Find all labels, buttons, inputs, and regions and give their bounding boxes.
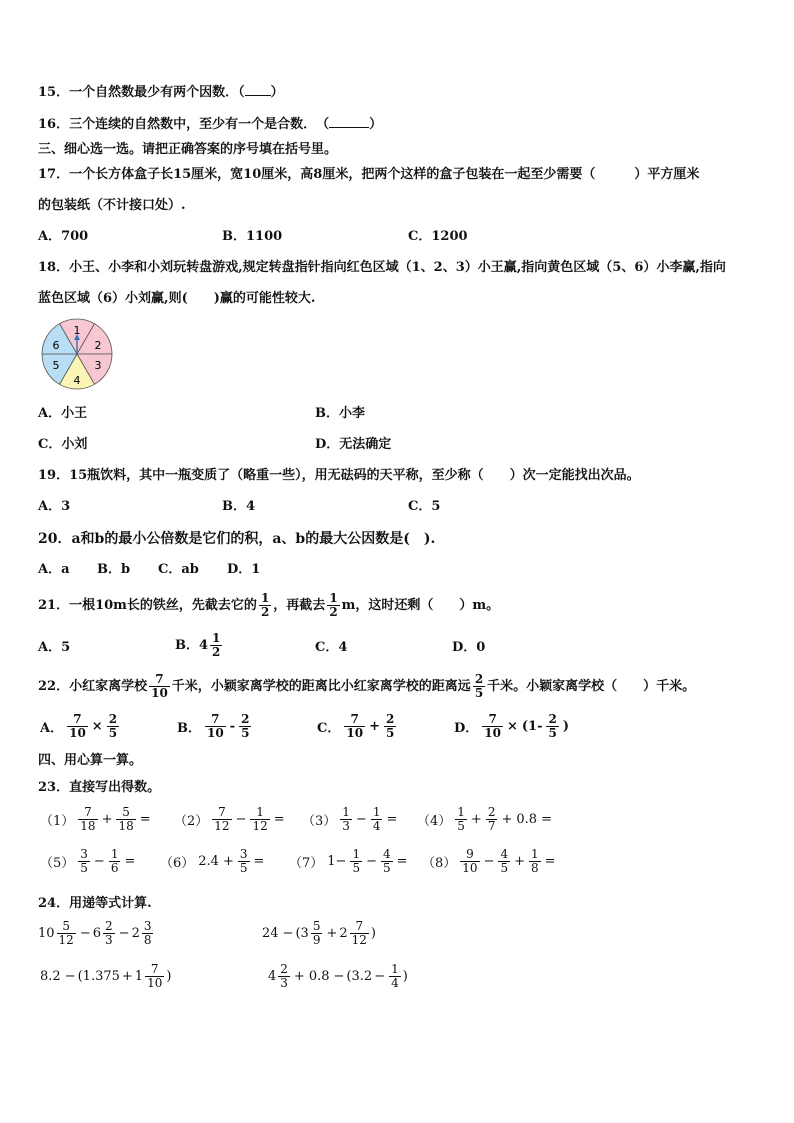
q23-item-7 bbox=[287, 848, 410, 875]
fraction-denominator: 7 bbox=[487, 819, 496, 833]
math-token: + bbox=[293, 969, 305, 984]
fraction-numerator: 1 bbox=[352, 847, 361, 861]
math-token: （4） bbox=[417, 814, 452, 829]
fraction-denominator: 10 bbox=[69, 726, 86, 740]
q24-expression-1 bbox=[38, 920, 155, 947]
math-token: (1- bbox=[521, 719, 543, 734]
fraction-numerator: 7 bbox=[488, 712, 497, 726]
fraction-denominator: 5 bbox=[80, 861, 88, 875]
q17-option-c[interactable]: C．1200 bbox=[408, 229, 468, 244]
math-token: + bbox=[121, 969, 133, 984]
fraction-numerator: 3 bbox=[80, 847, 88, 861]
math-token: ( bbox=[346, 969, 352, 984]
fraction bbox=[546, 713, 558, 740]
fraction bbox=[250, 806, 269, 833]
fraction-denominator: 4 bbox=[391, 976, 399, 990]
fraction-denominator: 12 bbox=[214, 819, 230, 833]
question-22 bbox=[38, 673, 695, 700]
fraction-one-half bbox=[327, 592, 339, 619]
question-18-line-1: 18．小王、小李和小刘玩转盘游戏,规定转盘指针指向红色区域（1、2、3）小王赢,指向黄色区域（5、6）小李赢,指向 bbox=[38, 260, 726, 275]
fraction-numerator: 3 bbox=[143, 919, 152, 933]
math-token: - bbox=[229, 719, 236, 734]
math-token: 8.2 bbox=[40, 969, 61, 984]
math-token: A． bbox=[40, 721, 64, 736]
math-token: = bbox=[139, 812, 151, 827]
math-token: 6 bbox=[92, 926, 102, 941]
q18-option-b[interactable]: B．小李 bbox=[315, 406, 365, 421]
fraction-numerator: 1 bbox=[110, 847, 119, 861]
q22-option-b[interactable] bbox=[175, 713, 253, 740]
q24-expression-4 bbox=[268, 963, 408, 990]
math-token: = bbox=[253, 854, 265, 869]
q21-text-1: 21．一根10m长的铁丝，先截去它的 bbox=[38, 597, 257, 613]
q23-item-4 bbox=[415, 806, 554, 833]
math-token: 1− bbox=[327, 854, 347, 869]
math-token: − bbox=[64, 969, 76, 984]
math-token: 3.2 bbox=[351, 969, 373, 984]
question-16 bbox=[38, 115, 382, 133]
fraction bbox=[340, 806, 352, 833]
q23-item-2 bbox=[172, 806, 287, 833]
fraction-numerator: 2 bbox=[108, 712, 118, 726]
question-19: 19．15瓶饮料，其中一瓶变质了（略重一些），用无砝码的天平称，至少称（ ）次一定能找出次品。 bbox=[38, 468, 640, 483]
fraction bbox=[384, 713, 396, 740]
fraction bbox=[350, 848, 362, 875]
fraction bbox=[205, 713, 226, 740]
question-16-end: ） bbox=[369, 117, 383, 132]
sector-label-2: 2 bbox=[94, 339, 102, 352]
math-token: ( bbox=[295, 926, 301, 941]
fraction-denominator: 3 bbox=[280, 976, 288, 990]
math-token: + bbox=[326, 926, 338, 941]
math-token: = bbox=[386, 812, 398, 827]
math-token: + bbox=[514, 854, 526, 869]
question-24: 24．用递等式计算. bbox=[38, 896, 152, 911]
q20-option-a[interactable]: A．a bbox=[38, 562, 70, 577]
q22-text-2: 千米，小颖家离学校的距离比小红家离学校的距离远 bbox=[171, 678, 471, 694]
fraction-numerator: 5 bbox=[122, 805, 130, 819]
fraction bbox=[142, 920, 154, 947]
q23-item-3 bbox=[300, 806, 399, 833]
q17-option-b[interactable]: B．1100 bbox=[222, 229, 283, 244]
fraction-denominator: 5 bbox=[548, 726, 557, 740]
fraction bbox=[103, 920, 115, 947]
fraction-numerator: 2 bbox=[487, 805, 496, 819]
math-token: ) bbox=[166, 969, 172, 984]
fraction bbox=[145, 963, 164, 990]
fraction-denominator: 5 bbox=[108, 726, 118, 740]
q23-item-1 bbox=[38, 806, 153, 833]
math-token: （5） bbox=[40, 856, 75, 871]
math-token: D． bbox=[454, 721, 479, 736]
fraction-denominator: 5 bbox=[383, 861, 391, 875]
fraction-numerator: 5 bbox=[312, 919, 321, 933]
question-17-line-2: 的包装纸（不计接口处）. bbox=[38, 198, 186, 213]
fraction-denominator: 2 bbox=[329, 605, 338, 619]
fraction-denominator: 5 bbox=[352, 861, 361, 875]
question-21 bbox=[38, 592, 499, 619]
q18-option-d[interactable]: D．无法确定 bbox=[315, 437, 392, 452]
fraction bbox=[78, 848, 90, 875]
fraction-numerator: 7 bbox=[84, 805, 92, 819]
math-token: 2.4 bbox=[198, 854, 219, 869]
math-token: ( bbox=[77, 969, 83, 984]
question-15 bbox=[38, 83, 284, 101]
fraction bbox=[350, 920, 369, 947]
question-18-line-2: 蓝色区域（6）小刘赢,则( )赢的可能性较大. bbox=[38, 291, 316, 306]
fraction bbox=[311, 920, 323, 947]
fraction bbox=[67, 713, 88, 740]
q20-option-c[interactable]: C．ab bbox=[158, 562, 199, 577]
math-token: ) bbox=[402, 969, 408, 984]
math-token: = bbox=[396, 854, 408, 869]
math-token: × bbox=[506, 719, 518, 734]
fraction bbox=[78, 806, 97, 833]
q23-item-6 bbox=[158, 848, 266, 875]
fraction bbox=[529, 848, 541, 875]
fraction-denominator: 10 bbox=[147, 976, 163, 990]
math-token: − bbox=[235, 812, 247, 827]
fraction-denominator: 10 bbox=[151, 686, 168, 700]
fraction-denominator: 12 bbox=[252, 819, 268, 833]
fraction bbox=[109, 848, 121, 875]
math-token: B． bbox=[177, 721, 201, 736]
fraction-denominator: 2 bbox=[260, 605, 270, 619]
sector-label-6: 6 bbox=[52, 339, 60, 352]
fraction-numerator: 5 bbox=[62, 919, 70, 933]
q19-option-b[interactable]: B．4 bbox=[222, 499, 256, 514]
math-token: − bbox=[366, 854, 377, 869]
fraction-denominator: 5 bbox=[457, 819, 465, 833]
sector-label-4: 4 bbox=[73, 374, 81, 387]
spinner-wheel bbox=[38, 318, 118, 390]
question-16-text: 16．三个连续的自然数中，至少有一个是合数． （ bbox=[38, 117, 330, 132]
math-token: 3 bbox=[300, 926, 309, 941]
fraction-denominator: 5 bbox=[385, 726, 395, 740]
fraction bbox=[498, 848, 510, 875]
math-token: （7） bbox=[289, 856, 324, 871]
fraction-denominator: 3 bbox=[342, 819, 350, 833]
q24-expression-3 bbox=[38, 963, 171, 990]
answer-blank[interactable] bbox=[329, 115, 369, 128]
fraction-numerator: 7 bbox=[355, 919, 364, 933]
fraction-2-5 bbox=[473, 673, 485, 700]
q20-option-b[interactable]: B．b bbox=[97, 562, 131, 577]
q21-option-d[interactable]: D．0 bbox=[452, 640, 486, 655]
fraction bbox=[482, 713, 503, 740]
question-17-line-1: 17．一个长方体盒子长15厘米，宽10厘米，高8厘米，把两个这样的盒子包装在一起至少需要（ ）平方厘米 bbox=[38, 167, 700, 182]
math-token: C． bbox=[317, 721, 341, 736]
q22-option-d[interactable] bbox=[452, 713, 571, 740]
question-15-end: ） bbox=[270, 85, 284, 100]
math-token: 24 bbox=[262, 926, 279, 941]
fraction-denominator: 3 bbox=[105, 933, 113, 947]
q22-option-a[interactable] bbox=[38, 713, 121, 740]
q18-option-a[interactable]: A．小王 bbox=[38, 406, 88, 421]
fraction-numerator: 7 bbox=[155, 672, 164, 686]
math-token: = bbox=[273, 812, 285, 827]
fraction-numerator: 7 bbox=[350, 712, 359, 726]
fraction-denominator: 8 bbox=[531, 861, 539, 875]
math-token: 2 bbox=[339, 926, 348, 941]
fraction-denominator: 4 bbox=[372, 819, 381, 833]
fraction-denominator: 10 bbox=[346, 726, 364, 740]
fraction-denominator: 9 bbox=[312, 933, 321, 947]
math-token: = bbox=[541, 812, 552, 827]
sector-label-3: 3 bbox=[94, 359, 102, 372]
fraction-denominator: 5 bbox=[474, 686, 484, 700]
fraction-denominator: 8 bbox=[143, 933, 152, 947]
fraction-numerator: 1 bbox=[329, 591, 338, 605]
fraction bbox=[371, 806, 383, 833]
math-token: （3） bbox=[302, 814, 337, 829]
fraction-numerator: 2 bbox=[385, 712, 395, 726]
math-token: + bbox=[101, 812, 113, 827]
q21-text-3: m，这时还剩（ ）m。 bbox=[341, 597, 500, 613]
fraction bbox=[107, 713, 119, 740]
math-token: + bbox=[470, 812, 482, 827]
fraction-denominator: 10 bbox=[484, 726, 501, 740]
fraction-denominator: 6 bbox=[110, 861, 119, 875]
q21-text-2: ，再截去 bbox=[273, 597, 326, 613]
q22-text-1: 22．小红家离学校 bbox=[38, 678, 148, 694]
q19-option-c[interactable]: C．5 bbox=[408, 499, 441, 514]
math-token: + bbox=[222, 854, 234, 869]
fraction-numerator: 4 bbox=[500, 847, 509, 861]
sector-label-1: 1 bbox=[73, 324, 81, 337]
math-token: ) bbox=[562, 719, 569, 734]
question-20: 20．a和b的最小公倍数是它们的积，a、b的最大公因数是( ). bbox=[38, 531, 436, 547]
question-23: 23．直接写出得数。 bbox=[38, 780, 161, 795]
math-token: 2 bbox=[131, 926, 140, 941]
q22-option-c[interactable] bbox=[315, 713, 398, 740]
fraction-numerator: 7 bbox=[211, 712, 220, 726]
fraction-numerator: 3 bbox=[239, 847, 248, 861]
fraction bbox=[455, 806, 467, 833]
fraction bbox=[389, 963, 401, 990]
fraction-numerator: 1 bbox=[256, 805, 264, 819]
fraction bbox=[278, 963, 290, 990]
math-token: × bbox=[91, 719, 103, 734]
math-token: 0.8 bbox=[308, 969, 330, 984]
fraction-numerator: 2 bbox=[548, 712, 557, 726]
fraction-numerator: 1 bbox=[260, 591, 270, 605]
q21-option-b[interactable] bbox=[175, 632, 224, 659]
fraction-denominator: 10 bbox=[207, 726, 224, 740]
fraction-denominator: 5 bbox=[241, 726, 250, 740]
fraction-denominator: 10 bbox=[462, 861, 478, 875]
fraction-numerator: 2 bbox=[105, 919, 113, 933]
q21-option-b-label: B．4 bbox=[175, 637, 209, 653]
sector-label-5: 5 bbox=[52, 359, 60, 372]
math-token: − bbox=[93, 854, 105, 869]
q20-option-d[interactable]: D．1 bbox=[227, 562, 261, 577]
fraction-one-half bbox=[210, 632, 222, 659]
fraction-denominator: 12 bbox=[351, 933, 367, 947]
math-token: 4 bbox=[268, 969, 277, 984]
section-4-heading: 四、用心算一算。 bbox=[38, 753, 143, 768]
fraction-numerator: 7 bbox=[218, 805, 226, 819]
math-token: − bbox=[483, 854, 495, 869]
question-15-text: 15．一个自然数最少有两个因数．（ bbox=[38, 85, 245, 100]
q17-option-a[interactable]: A．700 bbox=[38, 229, 89, 244]
math-token: （6） bbox=[160, 856, 195, 871]
q19-option-a[interactable]: A．3 bbox=[38, 499, 71, 514]
fraction bbox=[212, 806, 231, 833]
fraction-numerator: 1 bbox=[531, 847, 539, 861]
section-3-heading: 三、细心选一选。请把正确答案的序号填在括号里。 bbox=[38, 142, 338, 157]
fraction-numerator: 2 bbox=[241, 712, 250, 726]
fraction-denominator: 2 bbox=[212, 645, 221, 659]
fraction-numerator: 1 bbox=[342, 805, 350, 819]
fraction-denominator: 18 bbox=[118, 819, 134, 833]
math-token: − bbox=[355, 812, 367, 827]
fraction-one-half bbox=[259, 592, 271, 619]
math-token: （2） bbox=[174, 814, 209, 829]
q23-item-8 bbox=[420, 848, 558, 875]
fraction-denominator: 18 bbox=[80, 819, 96, 833]
math-token: + bbox=[369, 719, 380, 734]
fraction-numerator: 1 bbox=[457, 805, 465, 819]
math-token: 10 bbox=[38, 926, 55, 941]
math-token: − bbox=[118, 926, 130, 941]
math-token: （8） bbox=[422, 856, 457, 871]
fraction-numerator: 1 bbox=[212, 631, 221, 645]
q23-item-5 bbox=[38, 848, 137, 875]
fraction bbox=[238, 848, 250, 875]
fraction bbox=[344, 713, 365, 740]
fraction bbox=[486, 806, 498, 833]
q21-option-c[interactable]: C．4 bbox=[315, 640, 348, 655]
math-token: 0.8 bbox=[516, 812, 538, 827]
fraction bbox=[239, 713, 251, 740]
math-token: （1） bbox=[40, 814, 75, 829]
fraction bbox=[460, 848, 479, 875]
fraction-numerator: 7 bbox=[73, 712, 82, 726]
fraction-numerator: 4 bbox=[383, 847, 391, 861]
math-token: − bbox=[374, 969, 386, 984]
math-token: − bbox=[282, 926, 294, 941]
q18-option-c[interactable]: C．小刘 bbox=[38, 437, 88, 452]
math-token: = bbox=[544, 854, 556, 869]
math-token: ) bbox=[370, 926, 376, 941]
fraction-numerator: 2 bbox=[474, 672, 484, 686]
q21-option-a[interactable]: A．5 bbox=[38, 640, 71, 655]
q24-expression-2 bbox=[260, 920, 376, 947]
fraction-numerator: 7 bbox=[150, 962, 159, 976]
fraction-denominator: 5 bbox=[500, 861, 509, 875]
math-token: 1.375 bbox=[82, 969, 120, 984]
math-token: 1 bbox=[134, 969, 144, 984]
fraction-7-10 bbox=[149, 673, 170, 700]
q22-text-3: 千米。小颖家离学校（ ）千米。 bbox=[487, 678, 696, 694]
fraction-numerator: 9 bbox=[466, 847, 474, 861]
fraction-numerator: 1 bbox=[372, 805, 381, 819]
fraction-numerator: 1 bbox=[391, 962, 399, 976]
fraction-denominator: 5 bbox=[239, 861, 248, 875]
fraction bbox=[381, 848, 393, 875]
answer-blank[interactable] bbox=[245, 83, 271, 96]
fraction bbox=[57, 920, 76, 947]
fraction-denominator: 12 bbox=[58, 933, 74, 947]
math-token: + bbox=[501, 812, 513, 827]
fraction bbox=[116, 806, 135, 833]
math-token: = bbox=[124, 854, 136, 869]
fraction-numerator: 2 bbox=[280, 962, 288, 976]
math-token: − bbox=[333, 969, 345, 984]
math-token: − bbox=[79, 926, 91, 941]
